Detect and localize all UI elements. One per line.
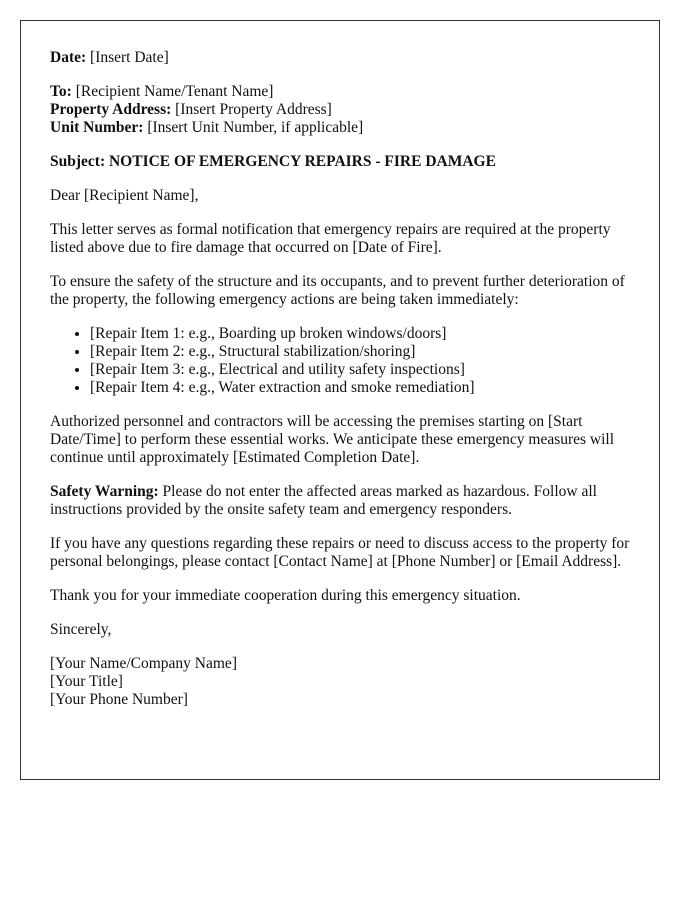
signature-phone: [Your Phone Number]: [50, 691, 188, 708]
subject-text: Subject: NOTICE OF EMERGENCY REPAIRS - FIRE DAMAGE: [50, 153, 496, 170]
paragraph-notification: This letter serves as formal notification that emergency repairs are required at the property listed above due to fire damage that occurred on [Date of Fire].: [50, 221, 611, 256]
repair-item: • [Repair Item 4: e.g., Water extraction and smoke remediation]: [90, 379, 630, 397]
signature-block: [50, 655, 630, 709]
repair-item: • [Repair Item 2: e.g., Structural stabilization/shoring]: [90, 343, 630, 361]
property-address-label: Property Address:: [50, 101, 172, 118]
date-label: Date:: [50, 49, 87, 66]
to-value: [Recipient Name/Tenant Name]: [75, 83, 274, 100]
property-address-value: [Insert Property Address]: [175, 101, 332, 118]
safety-warning: [50, 483, 630, 519]
subject-line: [50, 153, 630, 171]
salutation: Dear [Recipient Name],: [50, 187, 199, 204]
repair-items-list: [50, 325, 630, 397]
paragraph-access-schedule: Authorized personnel and contractors will be accessing the premises starting on [Start Date/Time] to perform these essential works. We anticipate these emergency measures will continue until approximately [Estimated Completion Date].: [50, 413, 615, 466]
unit-number-value: [Insert Unit Number, if applicable]: [147, 119, 364, 136]
unit-number-label: Unit Number:: [50, 119, 144, 136]
to-label: To:: [50, 83, 72, 100]
safety-warning-text: Please do not enter the affected areas marked as hazardous. Follow all instructions provided by the onsite safety team and emergency responders.: [50, 483, 597, 518]
paragraph-contact: If you have any questions regarding these repairs or need to discuss access to the property for personal belongings, please contact [Contact Name] at [Phone Number] or [Email Address].: [50, 535, 630, 570]
date-value: [Insert Date]: [90, 49, 169, 66]
signature-name: [Your Name/Company Name]: [50, 655, 237, 672]
paragraph-thanks: Thank you for your immediate cooperation during this emergency situation.: [50, 587, 521, 604]
paragraph-actions-intro: To ensure the safety of the structure and its occupants, and to prevent further deterioration of the property, the following emergency actions are being taken immediately:: [50, 273, 625, 308]
signature-title: [Your Title]: [50, 673, 123, 690]
repair-item: • [Repair Item 3: e.g., Electrical and utility safety inspections]: [90, 361, 630, 379]
repair-item: • [Repair Item 1: e.g., Boarding up broken windows/doors]: [90, 325, 630, 343]
recipient-block: [50, 83, 630, 137]
safety-warning-label: Safety Warning:: [50, 483, 159, 500]
closing: Sincerely,: [50, 621, 112, 638]
date-line: [50, 49, 630, 67]
letter-page: [20, 20, 660, 780]
